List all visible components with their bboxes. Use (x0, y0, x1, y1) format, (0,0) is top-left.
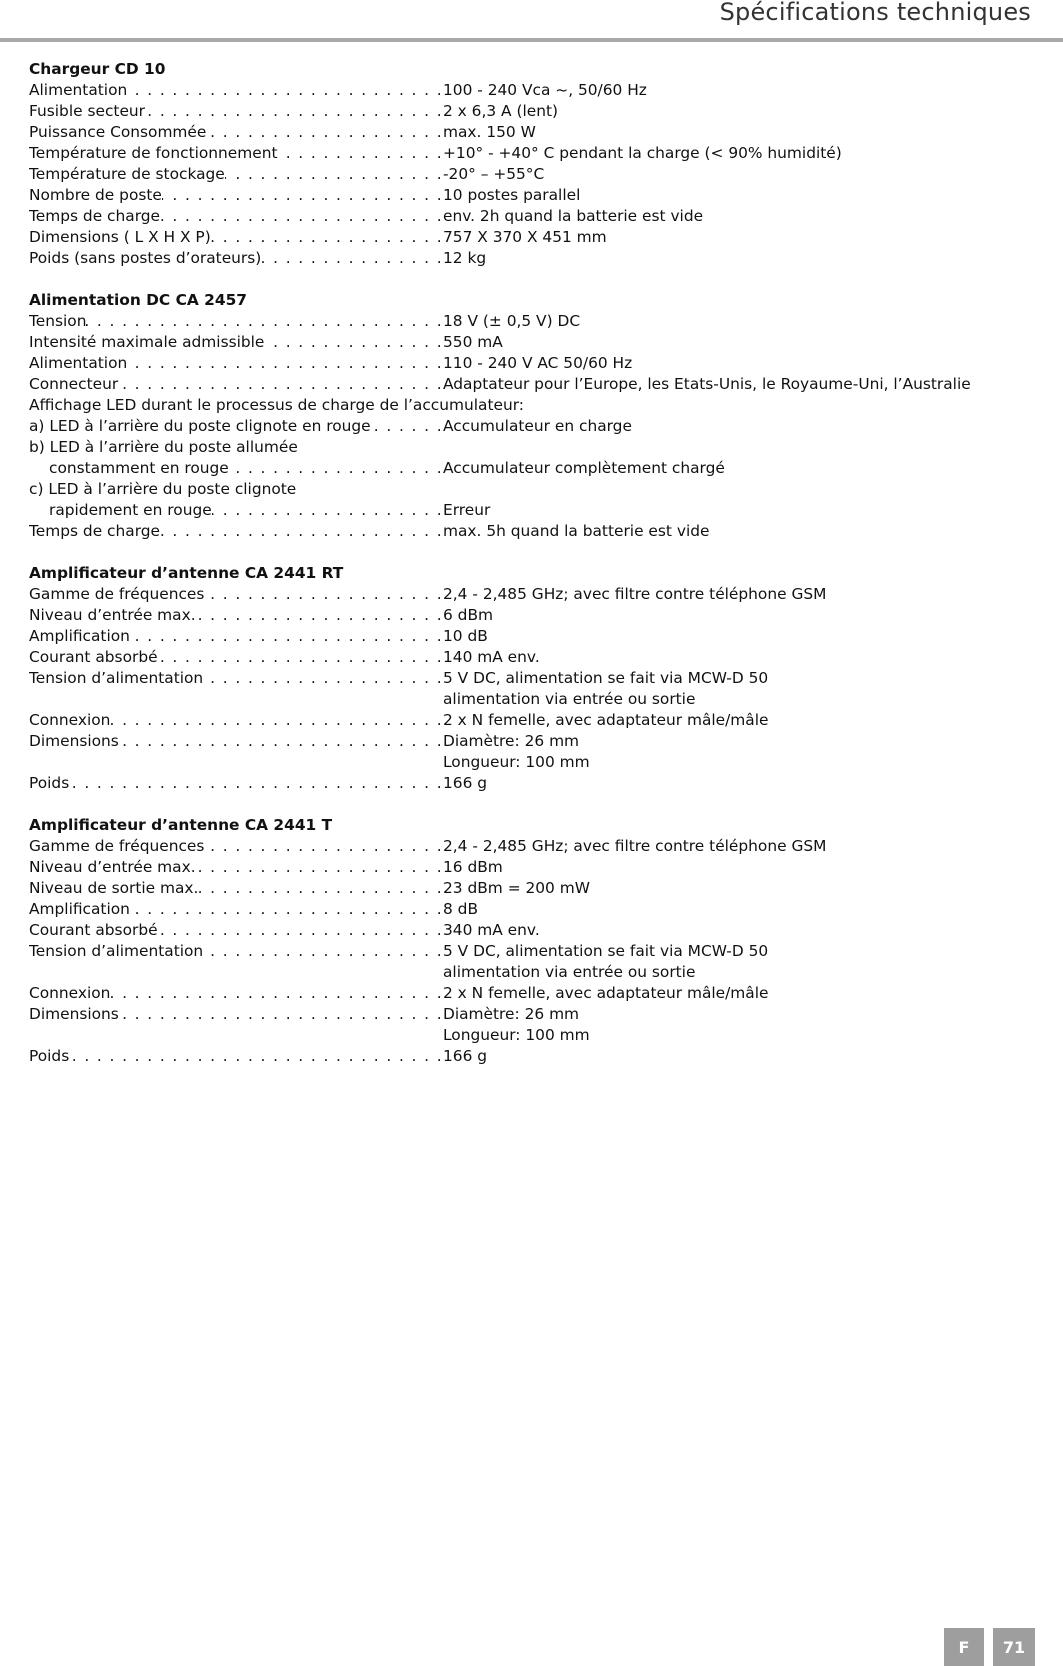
spec-value-line: 18 V (± 0,5 V) DC (443, 312, 581, 330)
spec-value-line: 100 - 240 Vca ~, 50/60 Hz (443, 81, 647, 99)
dot-leader (211, 227, 443, 248)
spec-row (29, 248, 1039, 269)
spec-value-line: 550 mA (443, 333, 503, 351)
dot-leader (196, 857, 443, 878)
spec-value (443, 185, 1039, 206)
spec-value (443, 353, 1039, 374)
spec-value-line: Accumulateur en charge (443, 417, 632, 435)
spec-value (443, 773, 1039, 794)
spec-value (443, 941, 1039, 983)
spec-value-line: Accumulateur complètement chargé (443, 459, 725, 477)
spec-row (29, 1046, 1039, 1067)
spec-row (29, 584, 1039, 605)
spec-label: Nombre de poste (29, 186, 162, 204)
spec-value-line: 10 dB (443, 627, 488, 645)
dot-leader (162, 185, 443, 206)
spec-label-cell (29, 1004, 443, 1025)
spec-value (443, 500, 1039, 521)
spec-label-cell (29, 122, 443, 143)
dot-leader (69, 1046, 443, 1067)
spec-label: Tension d’alimentation (29, 942, 204, 960)
spec-row (29, 185, 1039, 206)
spec-content (29, 59, 1039, 1088)
spec-value-line: env. 2h quand la batterie est vide (443, 207, 704, 225)
spec-label-cell (29, 983, 443, 1004)
dot-leader (110, 710, 443, 731)
spec-label-cell (29, 710, 443, 731)
spec-value-line: Longueur: 100 mm (443, 753, 590, 771)
spec-value (443, 1004, 1039, 1046)
spec-value-line: Erreur (443, 501, 491, 519)
spec-row (29, 164, 1039, 185)
spec-row (29, 605, 1039, 626)
spec-row (29, 311, 1039, 332)
spec-label-cell (29, 647, 443, 668)
spec-value (443, 374, 1039, 395)
page-title: Spécifications techniques (719, 0, 1031, 26)
spec-value-line: 2 x N femelle, avec adaptateur mâle/mâle (443, 711, 769, 729)
spec-value-line: 2 x N femelle, avec adaptateur mâle/mâle (443, 984, 769, 1002)
spec-label-cell (29, 311, 443, 332)
spec-note: c) LED à l’arrière du poste clignote (29, 480, 297, 498)
section-title: Amplificateur d’antenne CA 2441 T (29, 816, 333, 834)
spec-row (29, 479, 1039, 500)
spec-value (443, 647, 1039, 668)
dot-leader (204, 584, 443, 605)
spec-label-cell (29, 836, 443, 857)
spec-label-cell (29, 857, 443, 878)
spec-label-cell (29, 416, 443, 437)
spec-value (443, 521, 1039, 542)
spec-label-cell (29, 1046, 443, 1067)
spec-row (29, 941, 1039, 983)
spec-row (29, 353, 1039, 374)
spec-row (29, 101, 1039, 122)
spec-value-line: -20° – +55°C (443, 165, 545, 183)
spec-label-cell (29, 227, 443, 248)
spec-label-cell (29, 164, 443, 185)
spec-label-cell (29, 899, 443, 920)
dot-leader (203, 941, 443, 962)
spec-section (29, 815, 1039, 1067)
page-number-badge: 71 (993, 1628, 1035, 1666)
spec-value (443, 80, 1039, 101)
spec-label: Courant absorbé (29, 921, 158, 939)
spec-label-cell (29, 248, 443, 269)
spec-label-cell (29, 773, 443, 794)
spec-label-cell (29, 626, 443, 647)
dot-leader (118, 374, 443, 395)
spec-row (29, 1004, 1039, 1046)
spec-row (29, 668, 1039, 710)
spec-row (29, 416, 1039, 437)
spec-value-line: +10° - +40° C pendant la charge (< 90% humidité) (443, 144, 842, 162)
spec-label: Dimensions (29, 1005, 119, 1023)
spec-value (443, 857, 1039, 878)
dot-leader (264, 332, 443, 353)
section-title: Alimentation DC CA 2457 (29, 291, 247, 309)
spec-value (443, 206, 1039, 227)
spec-label: rapidement en rouge (49, 501, 212, 519)
spec-label-cell (29, 458, 443, 479)
spec-value-line: 340 mA env. (443, 921, 540, 939)
spec-label: Dimensions ( L X H X P) (29, 228, 211, 246)
spec-value-line: 166 g (443, 1047, 488, 1065)
spec-value-line: 110 - 240 V AC 50/60 Hz (443, 354, 633, 372)
spec-value (443, 416, 1039, 437)
spec-label: Alimentation (29, 354, 128, 372)
spec-label: Gamme de fréquences (29, 837, 205, 855)
dot-leader (110, 983, 443, 1004)
spec-row (29, 626, 1039, 647)
spec-label: Connexion (29, 711, 111, 729)
section-title: Amplificateur d’antenne CA 2441 RT (29, 564, 344, 582)
spec-row (29, 836, 1039, 857)
spec-label: Connexion (29, 984, 111, 1002)
dot-leader (119, 731, 443, 752)
dot-leader (225, 164, 443, 185)
spec-note: b) LED à l’arrière du poste allumée (29, 438, 298, 456)
spec-row (29, 899, 1039, 920)
spec-row (29, 227, 1039, 248)
spec-row (29, 143, 1039, 164)
spec-label-cell (29, 521, 443, 542)
spec-row (29, 458, 1039, 479)
header-divider (0, 38, 1063, 42)
spec-label-cell (29, 185, 443, 206)
spec-label-cell (29, 920, 443, 941)
spec-label-cell (29, 374, 443, 395)
spec-value (443, 311, 1039, 332)
spec-section (29, 59, 1039, 269)
spec-label: Niveau d’entrée max. (29, 606, 196, 624)
spec-value-line: 16 dBm (443, 858, 503, 876)
spec-label: Tension d’alimentation (29, 669, 204, 687)
spec-label-cell (29, 332, 443, 353)
spec-row (29, 710, 1039, 731)
spec-label-cell (29, 206, 443, 227)
spec-label: constamment en rouge (49, 459, 229, 477)
spec-value-line: Diamètre: 26 mm (443, 732, 580, 750)
spec-value-line: Longueur: 100 mm (443, 1026, 590, 1044)
spec-section (29, 290, 1039, 542)
spec-value-line: 8 dB (443, 900, 479, 918)
spec-row (29, 647, 1039, 668)
spec-row (29, 395, 1039, 416)
dot-leader (229, 458, 443, 479)
spec-label: Gamme de fréquences (29, 585, 205, 603)
dot-leader (127, 353, 443, 374)
spec-row (29, 374, 1039, 395)
dot-leader (158, 647, 443, 668)
spec-value (443, 626, 1039, 647)
spec-value (443, 101, 1039, 122)
spec-label: Niveau de sortie max. (29, 879, 199, 897)
spec-row (29, 500, 1039, 521)
dot-leader (206, 122, 443, 143)
dot-leader (158, 920, 443, 941)
spec-value (443, 143, 1039, 164)
spec-value-line: 5 V DC, alimentation se fait via MCW-D 50 (443, 669, 769, 687)
section-title: Chargeur CD 10 (29, 60, 166, 78)
spec-value-line: 166 g (443, 774, 488, 792)
spec-value-line: 140 mA env. (443, 648, 540, 666)
spec-value (443, 605, 1039, 626)
spec-row (29, 878, 1039, 899)
spec-label-cell (29, 605, 443, 626)
spec-label: Dimensions (29, 732, 119, 750)
dot-leader (130, 899, 443, 920)
spec-value (443, 458, 1039, 479)
spec-label: Fusible secteur (29, 102, 146, 120)
spec-note: Affichage LED durant le processus de charge de l’accumulateur: (29, 396, 524, 414)
spec-row (29, 773, 1039, 794)
spec-value (443, 983, 1039, 1004)
spec-value-line: 5 V DC, alimentation se fait via MCW-D 50 (443, 942, 769, 960)
spec-row (29, 206, 1039, 227)
spec-label-cell (29, 731, 443, 752)
spec-label: a) LED à l’arrière du poste clignote en rouge (29, 417, 371, 435)
spec-section (29, 563, 1039, 794)
spec-value-line: 2,4 - 2,485 GHz; avec filtre contre téléphone GSM (443, 837, 827, 855)
spec-label-cell (29, 878, 443, 899)
spec-label-cell (29, 500, 443, 521)
spec-label-cell (29, 584, 443, 605)
spec-label: Alimentation (29, 81, 128, 99)
spec-label: Température de stockage (29, 165, 225, 183)
spec-label-cell (29, 941, 443, 962)
spec-value (443, 878, 1039, 899)
spec-label-cell (29, 353, 443, 374)
spec-value-line: alimentation via entrée ou sortie (443, 963, 696, 981)
spec-row (29, 521, 1039, 542)
language-badge: F (944, 1628, 984, 1666)
dot-leader (127, 80, 443, 101)
spec-label: Amplification (29, 627, 130, 645)
spec-label-cell (29, 101, 443, 122)
spec-label: Poids (29, 774, 70, 792)
spec-label: Connecteur (29, 375, 119, 393)
spec-label: Temps de charge (29, 207, 160, 225)
dot-leader (261, 248, 443, 269)
spec-value-line: 10 postes parallel (443, 186, 581, 204)
spec-row (29, 920, 1039, 941)
spec-label: Poids (29, 1047, 70, 1065)
dot-leader (203, 668, 443, 689)
dot-leader (145, 101, 443, 122)
spec-value-line: 2 x 6,3 A (lent) (443, 102, 559, 120)
spec-label: Niveau d’entrée max. (29, 858, 196, 876)
spec-row (29, 80, 1039, 101)
dot-leader (371, 416, 443, 437)
spec-value (443, 668, 1039, 710)
spec-value (443, 248, 1039, 269)
dot-leader (278, 143, 443, 164)
dot-leader (160, 521, 443, 542)
spec-value-line: 757 X 370 X 451 mm (443, 228, 607, 246)
spec-row (29, 122, 1039, 143)
spec-value (443, 584, 1039, 605)
dot-leader (204, 836, 443, 857)
dot-leader (160, 206, 443, 227)
spec-row (29, 731, 1039, 773)
spec-value (443, 710, 1039, 731)
spec-label-cell (29, 80, 443, 101)
spec-label: Temps de charge (29, 522, 160, 540)
spec-label: Température de fonctionnement (29, 144, 278, 162)
dot-leader (119, 1004, 443, 1025)
spec-row (29, 983, 1039, 1004)
spec-value (443, 836, 1039, 857)
spec-row (29, 437, 1039, 458)
dot-leader (69, 773, 443, 794)
spec-value-line: max. 150 W (443, 123, 536, 141)
spec-label: Intensité maximale admissible (29, 333, 265, 351)
dot-leader (86, 311, 443, 332)
spec-label-cell (29, 668, 443, 689)
dot-leader (198, 878, 443, 899)
dot-leader (212, 500, 443, 521)
spec-label: Amplification (29, 900, 130, 918)
spec-value-line: 2,4 - 2,485 GHz; avec filtre contre téléphone GSM (443, 585, 827, 603)
spec-value (443, 122, 1039, 143)
spec-value (443, 1046, 1039, 1067)
spec-row (29, 857, 1039, 878)
spec-value (443, 731, 1039, 773)
spec-value-line: Diamètre: 26 mm (443, 1005, 580, 1023)
spec-label: Poids (sans postes d’orateurs) (29, 249, 262, 267)
dot-leader (130, 626, 443, 647)
spec-value-line: 6 dBm (443, 606, 494, 624)
spec-value-line: alimentation via entrée ou sortie (443, 690, 696, 708)
spec-value (443, 899, 1039, 920)
spec-value (443, 920, 1039, 941)
dot-leader (196, 605, 443, 626)
spec-value-line: Adaptateur pour l’Europe, les Etats-Unis, le Royaume-Uni, l’Australie (443, 375, 971, 393)
spec-value (443, 332, 1039, 353)
spec-label: Tension (29, 312, 87, 330)
spec-value-line: 23 dBm = 200 mW (443, 879, 590, 897)
spec-label: Puissance Consommée (29, 123, 207, 141)
spec-value (443, 227, 1039, 248)
spec-row (29, 332, 1039, 353)
spec-value-line: 12 kg (443, 249, 487, 267)
spec-value (443, 164, 1039, 185)
spec-label: Courant absorbé (29, 648, 158, 666)
spec-value-line: max. 5h quand la batterie est vide (443, 522, 710, 540)
spec-label-cell (29, 143, 443, 164)
